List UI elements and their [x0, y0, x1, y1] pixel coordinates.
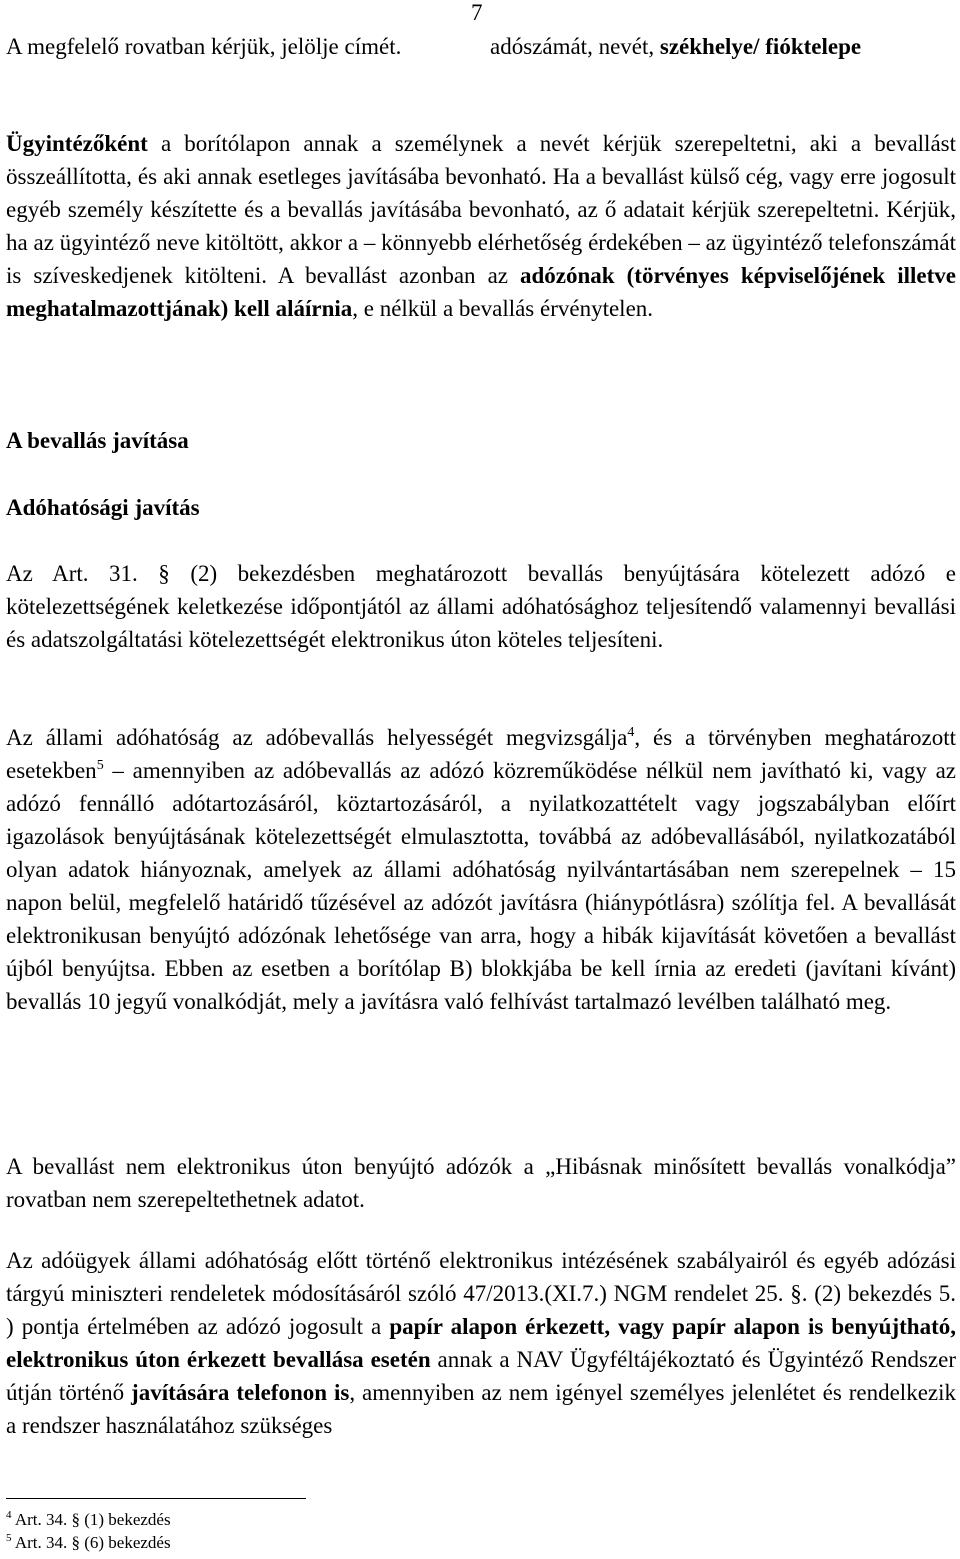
paragraph-ugyintezo: Ügyintézőként a borítólapon annak a személynek a nevét kérjük szerepeltetni, aki a bevallást összeállította, és aki annak esetleges javításába bevonható. Ha a bevallást külső cég, vagy erre jogosult egyéb személy készítette és a bevallás javításába bevonható, az ő adatait kérjük szerepeltetni. Kérjük, ha az ügyintéző neve kitöltött, akkor a – könnyebb elérhetőség érdekében – az ügyintéző telefonszámát is szíveskedjenek kitölteni. A bevallást azonban az adózónak (törvényes képviselőjének illetve meghatalmazottjának) kell aláírnia, e nélkül a bevallás érvénytelen.: [6, 131, 956, 321]
paragraph-art31: Az Art. 31. § (2) bekezdésben meghatározott bevallás benyújtására kötelezett adózó e kötelezettségének keletkezése időpontjától az állami adóhatósághoz teljesítendő valamennyi bevallási és adatszolgáltatási kötelezettségét elektronikus úton köteles teljesíteni.: [6, 561, 956, 652]
footnote-4: $^4$ Art. 34. § (1) bekezdés: [6, 1509, 171, 1529]
paragraph-adohatosagi-vizsgalat: Az állami adóhatóság az adóbevallás helyességét megvizsgálja$^4$, és a törvényben meghatározott esetekben$^5$ – amennyiben az adóbevallás az adózó közreműködése nélkül nem javítható ki, vagy az adózó fennálló adótartozásáról, köztartozásáról, a nyilatkozattételt vagy jogszabályban előírt igazolások benyújtásának kötelezettségét elmulasztotta, továbbá az adóbevallásából, nyilatkozatából olyan adatok hiányoznak, amelyek az állami adóhatóság nyilvántartásában nem szerepelnek – 15 napon belül, megfelelő határidő tűzésével az adózót javításra (hiánypótlásra) szólítja fel. A bevallását elektronikusan benyújtó adózónak lehetősége van arra, hogy a hibák kijavítását követően a bevallást újból benyújtsa. Ebben az esetben a borítólap B) blokkjába be kell írnia az eredeti (javítani kívánt) bevallás 10 jegyű vonalkódját, mely a javításra való felhívást tartalmazó levélben található meg.: [6, 725, 956, 1014]
paragraph-nem-elektronikus: A bevallást nem elektronikus úton benyújtó adózók a „Hibásnak minősített bevallás vonalkódja” rovatban nem szerepeltethetnek adatot.: [6, 1154, 956, 1212]
header-right-bold: székhelye/ fióktelepe: [659, 34, 862, 59]
header-left-text: A megfelelő rovatban kérjük, jelölje címét.: [6, 34, 402, 59]
footnote-ref-4: 4: [627, 725, 635, 740]
section-heading: A bevallás javítása: [6, 428, 189, 453]
footnote-ref-5: 5: [96, 758, 104, 773]
header-right-text: adószámát, nevét, székhelye/ fióktelepe: [490, 34, 862, 59]
subsection-heading: Adóhatósági javítás: [6, 495, 200, 520]
paragraph-telefonos-javitas: Az adóügyek állami adóhatóság előtt történő elektronikus intézésének szabályairól és egyéb adózási tárgyú miniszteri rendeletek módosításáról szóló 47/2013.(XI.7.) NGM rendelet 25. §. (2) bekezdés 5. ) pontja értelmében az adózó jogosult a papír alapon érkezett, vagy papír alapon is benyújtható, elektronikus úton érkezett bevallása esetén annak a NAV Ügyféltájékoztató és Ügyintéző Rendszer útján történő javítására telefonon is, amennyiben az nem igényel személyes jelenlétet és rendelkezik a rendszer használatához szükséges: [6, 1248, 956, 1438]
footnote-5: $^5$ Art. 34. § (6) bekezdés: [6, 1532, 171, 1552]
footnote-divider: [6, 1498, 306, 1499]
page-number: 7: [471, 0, 483, 25]
